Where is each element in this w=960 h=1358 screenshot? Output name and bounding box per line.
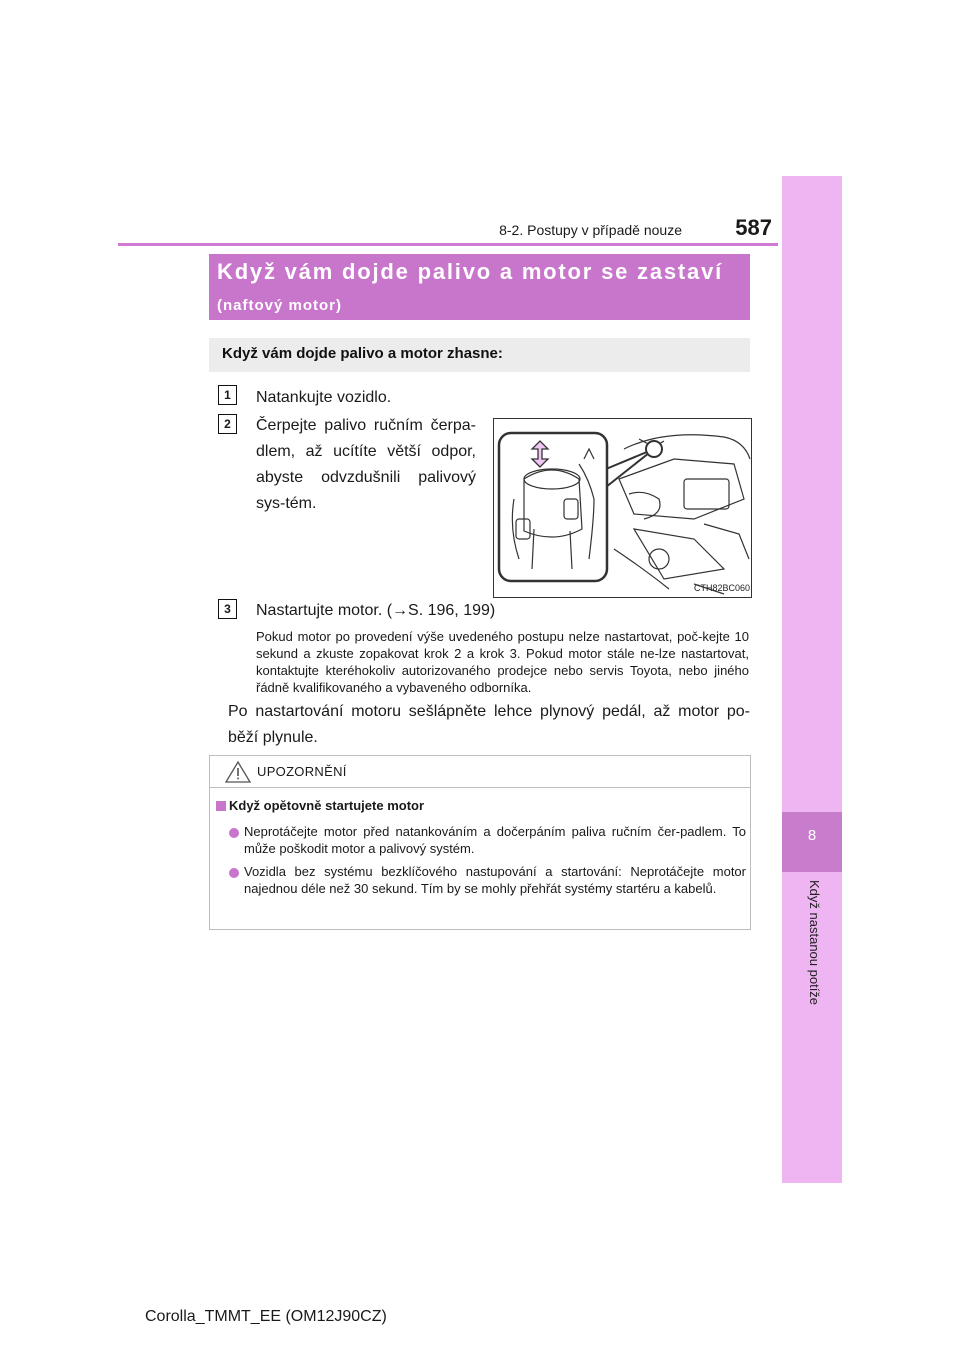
after-start-text: Po nastartování motoru sešlápněte lehce plynový pedál, až motor po-běží plynule. (228, 703, 750, 746)
page-title: Když vám dojde palivo a motor se zastaví (217, 259, 724, 284)
step-number-1: 1 (218, 385, 237, 405)
footer-doc-id: Corolla_TMMT_EE (OM12J90CZ) (145, 1308, 387, 1325)
warning-heading: Když opětovně startujete motor (229, 798, 425, 813)
step-text-3: Nastartujte motor. (→S. 196, 199) (256, 602, 496, 619)
chapter-side-tab (782, 176, 842, 1183)
warning-item-1: Neprotáčejte motor před natankováním a dočerpáním paliva ručním čer-padlem. To může poškodit motor a palivový systém. (244, 824, 746, 856)
illustration-code: CTH82BC060 (694, 583, 751, 593)
page-number: 587 (735, 215, 772, 240)
step-number-3: 3 (218, 599, 237, 619)
step-text-1: Natankujte vozidlo. (256, 389, 392, 406)
chapter-label: Když nastanou potíže (807, 880, 822, 1006)
warning-heading-marker (216, 801, 226, 811)
section-title: 8-2. Postupy v případě nouze (499, 222, 682, 238)
bullet-icon (229, 868, 239, 878)
warning-label: UPOZORNĚNÍ (257, 764, 347, 779)
chapter-number: 8 (807, 827, 817, 844)
step-note: Pokud motor po provedení výše uvedeného postupu nelze nastartovat, poč-kejte 10 sekund a zkuste zopakovat krok 2 a krok 3. Pokud motor stále ne-lze nastartovat, kontaktujte kteréhokoliv autorizovaného prodejce nebo servis Toyota, nebo jiného řádně kvalifikovaného a vybaveného odborníka. (256, 629, 749, 695)
subheading: Když vám dojde palivo a motor zhasne: (222, 345, 503, 362)
warning-triangle-icon (225, 761, 251, 783)
page-subtitle: (naftový motor) (217, 297, 342, 314)
bullet-icon (229, 828, 239, 838)
header-rule (118, 243, 778, 246)
warning-divider (209, 787, 751, 788)
engine-illustration (493, 418, 752, 598)
warning-item-2: Vozidla bez systému bezklíčového nastupování a startování: Neprotáčejte motor najednou déle než 30 sekund. Tím by se mohly přehřát systémy startéru a kabelů. (244, 864, 746, 896)
step-number-2: 2 (218, 414, 237, 434)
step-text-2: Čerpejte palivo ručním čerpa-dlem, až ucítíte větší odpor, abyste odvzdušnili palivový sys-tém. (256, 417, 476, 512)
